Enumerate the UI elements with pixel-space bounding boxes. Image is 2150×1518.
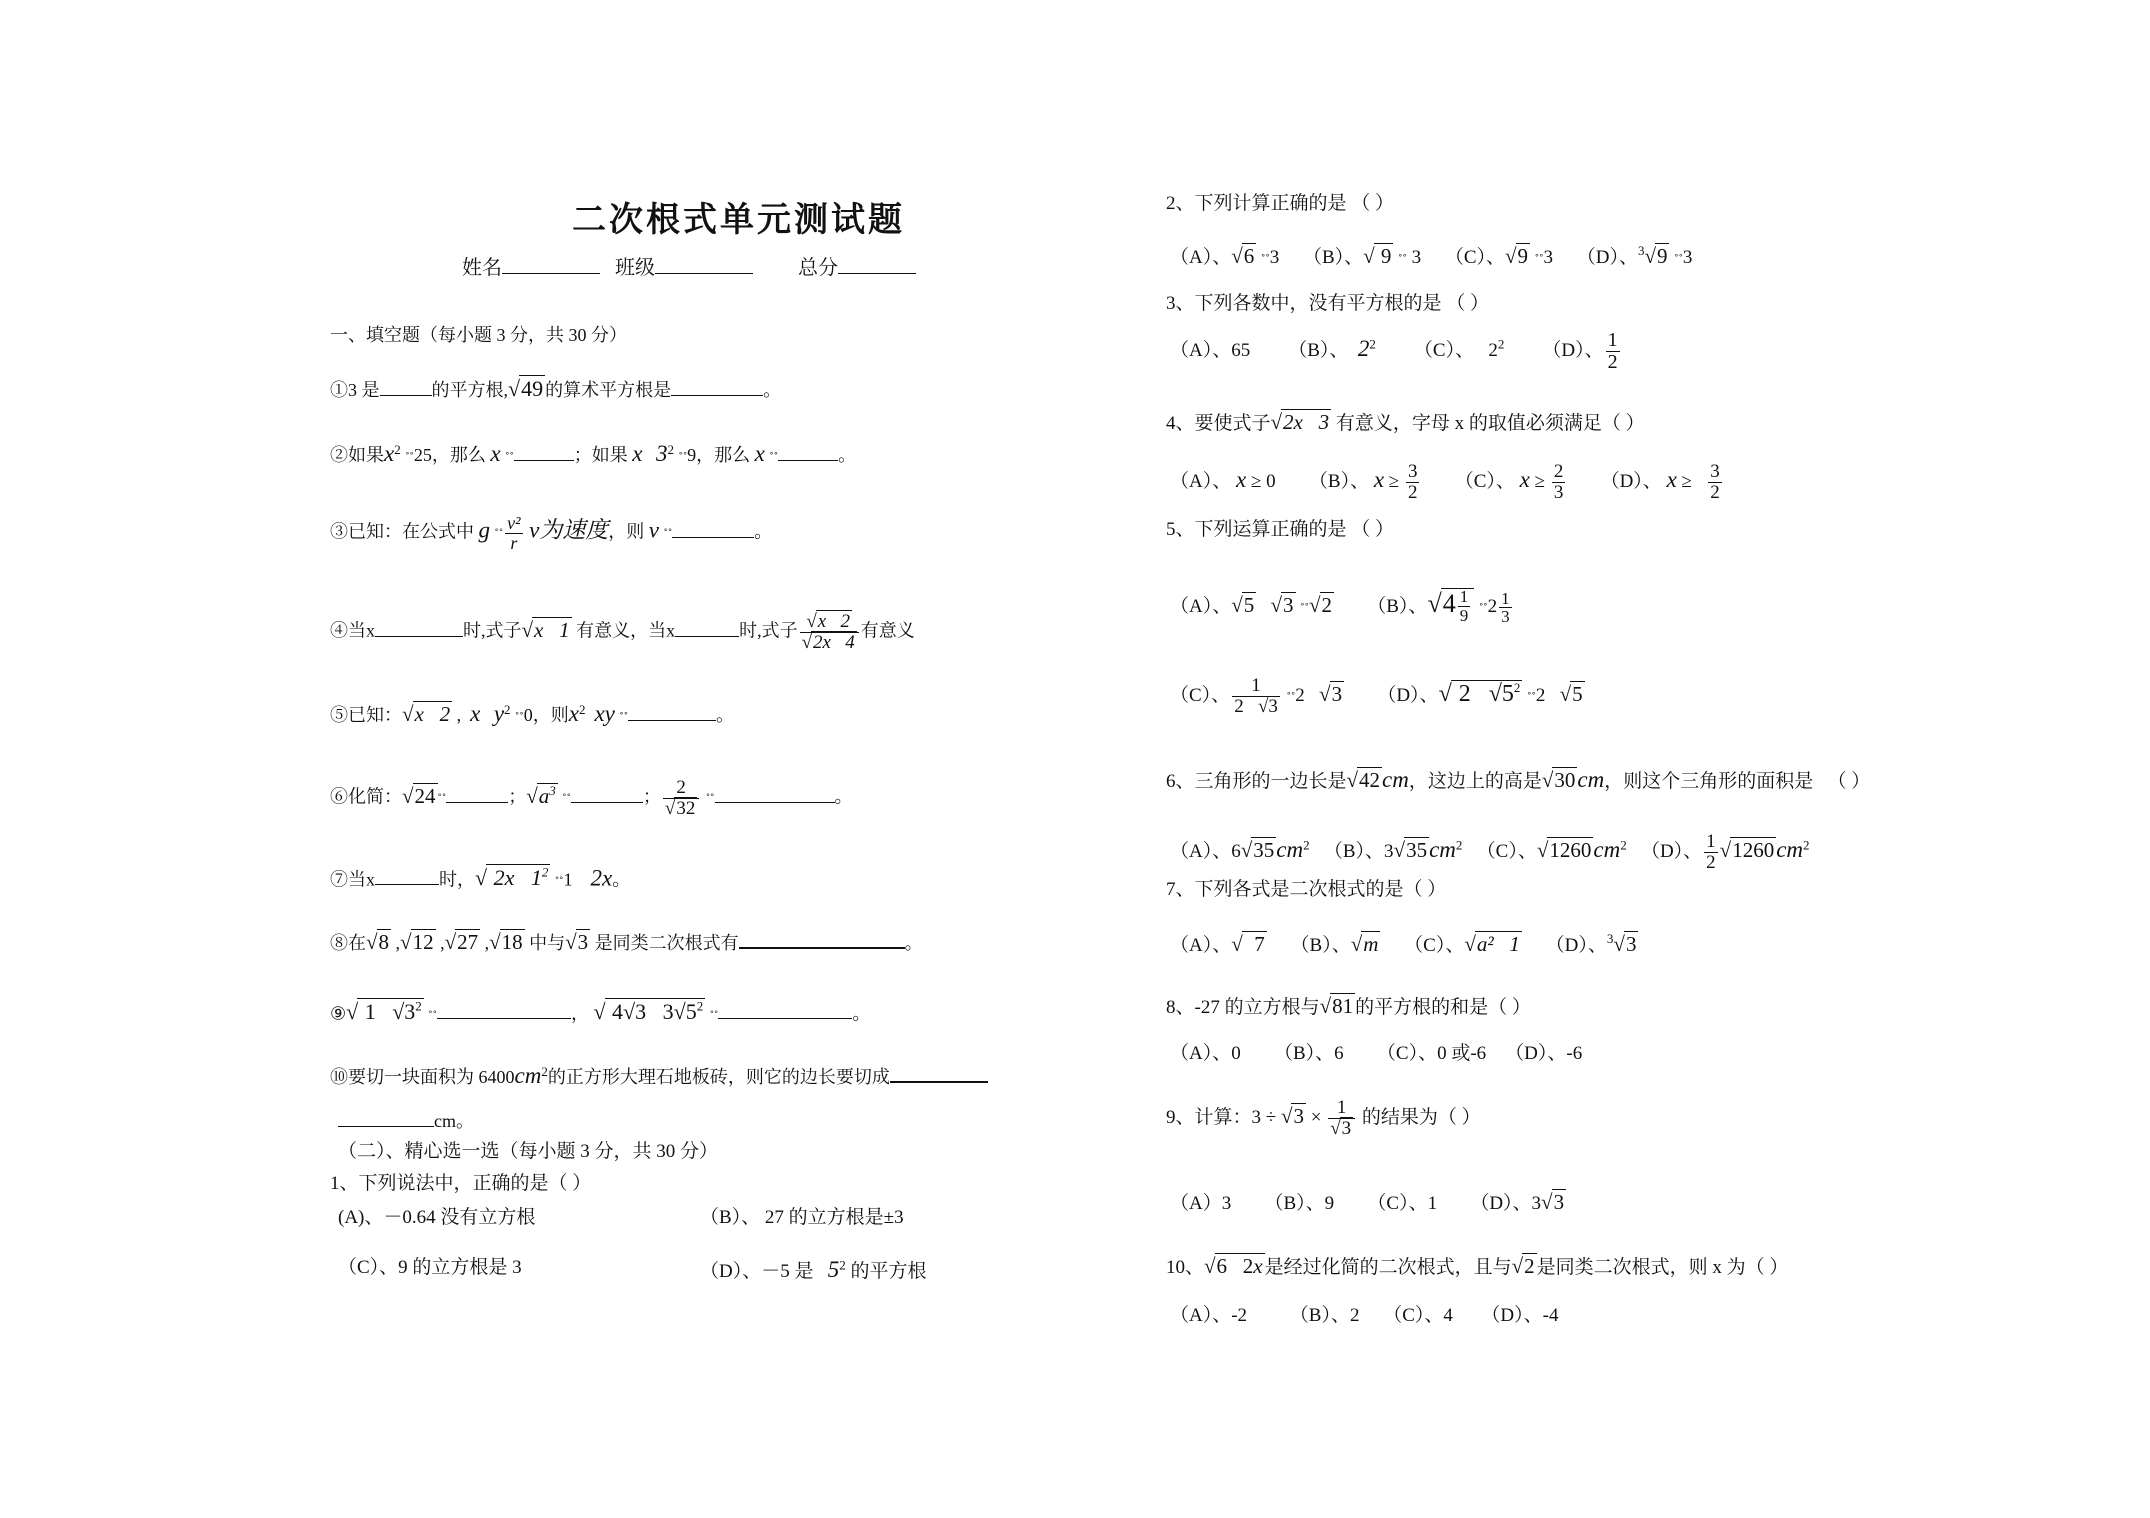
option-d[interactable]: （D）、$^3$√3 bbox=[1545, 931, 1637, 956]
option-b[interactable]: （B）、√m bbox=[1290, 932, 1379, 956]
blank[interactable] bbox=[675, 636, 739, 637]
blank[interactable] bbox=[672, 537, 754, 538]
r-q9-options: （A）3 （B）、9 （C）、1 （D）、3√3 bbox=[1170, 1190, 1565, 1214]
p1-q9: ⑨√ 1 $√3^2$ ˚˚ ， √ 4√3 $3√5^2$ ˚˚ 。 bbox=[330, 999, 871, 1025]
option-a[interactable]: （A）、$6√35cm^2$ bbox=[1170, 836, 1310, 862]
blank[interactable] bbox=[375, 636, 463, 637]
option-d[interactable]: （D）、$^3$√9 ˚˚3 bbox=[1576, 243, 1693, 268]
blank[interactable] bbox=[571, 802, 643, 803]
blank[interactable] bbox=[437, 1018, 571, 1019]
option-b[interactable]: （B）、$3√35cm^2$ bbox=[1323, 836, 1463, 862]
option-a[interactable]: （A）、 x ≥ 0 bbox=[1170, 466, 1276, 492]
part1-heading: 一、填空题（每小题 3 分，共 30 分） bbox=[330, 325, 627, 345]
option-d[interactable]: （D）、√ 2 $√5^2$ ˚˚2 √5 bbox=[1377, 679, 1583, 707]
option-b[interactable]: （B）、 $2^2$ bbox=[1288, 335, 1376, 361]
blank[interactable] bbox=[715, 802, 835, 803]
blank[interactable] bbox=[739, 947, 905, 949]
r-q7-options bbox=[1170, 932, 1638, 955]
option-b[interactable]: （B）、√ 9 ˚˚ 3 bbox=[1302, 244, 1422, 268]
page-title: 二次根式单元测试题 bbox=[572, 200, 905, 240]
blank[interactable] bbox=[375, 884, 439, 885]
r-q4-stem: 4、要使式子√2x 3 有意义，字母 x 的取值必须满足（ ） bbox=[1166, 410, 1645, 434]
blank[interactable] bbox=[778, 460, 838, 461]
option-d[interactable]: （D）、 $\frac{1}{2}$ $√1260cm^2$ bbox=[1640, 831, 1810, 873]
option-a[interactable]: （A）、√ 7 bbox=[1170, 932, 1265, 956]
p1-q6: ⑥化简：√24 ˚˚ ；$√a^3$ ˚˚ ； $\frac{2}{√32}$ ˚˚ 。 bbox=[330, 777, 853, 819]
r-q6-stem: 6、三角形的一边长是√42cm，这边上的高是√30cm，则这个三角形的面积是 （ ） bbox=[1166, 767, 1871, 792]
p2-q1-stem: 1、下列说法中，正确的是（ ） bbox=[330, 1173, 592, 1194]
p1-q5: ⑤已知：√x 2 , x $y^2$ ˚˚0，则$x^2$ xy ˚˚ 。 bbox=[330, 701, 735, 726]
p1-q10: ⑩要切一块面积为 $6400cm^2$的正方形大理石地板砖，则它的边长要切成 bbox=[330, 1064, 988, 1087]
p2-q1-option-c[interactable]: （C）、9 的立方根是 3 bbox=[338, 1257, 522, 1278]
r-q7-stem: 7、下列各式是二次根式的是（ ） bbox=[1166, 879, 1447, 900]
option-a[interactable]: （A）、65 bbox=[1170, 339, 1251, 361]
blank[interactable] bbox=[514, 460, 574, 461]
option-d[interactable]: （D）、 x ≥ $\frac{3}{2}$ bbox=[1600, 461, 1720, 503]
option-b[interactable]: （B）、√4 $\frac{1}{9}$ ˚˚2 $\frac{1}{3}$ bbox=[1367, 587, 1510, 627]
sqrt-expression: √49 bbox=[508, 376, 544, 401]
r-q6-options bbox=[1170, 832, 1810, 873]
p1-q1: ①3 是 的平方根,√49 的算术平方根是 。 bbox=[330, 376, 782, 401]
p1-q4: ④当x 时,式子√x 1 有意义，当x 时,式子 $\frac{√x 2}{√2x 4}$ 有意义 bbox=[330, 611, 915, 653]
blank[interactable] bbox=[628, 720, 716, 721]
score-field[interactable] bbox=[838, 273, 916, 274]
r-q3-options bbox=[1170, 330, 1622, 373]
r-q10-stem: 10、√6 2x 是经过化简的二次根式，且与√2 是同类二次根式，则 x 为（ ） bbox=[1166, 1254, 1789, 1278]
r-q5-stem: 5、下列运算正确的是 （ ） bbox=[1166, 519, 1395, 540]
blank[interactable] bbox=[890, 1081, 988, 1083]
part2-heading: （二）、精心选一选（每小题 3 分，共 30 分） bbox=[338, 1141, 719, 1162]
p1-q10-cont: cm。 bbox=[338, 1112, 474, 1130]
r-q2-stem: 2、下列计算正确的是 （ ） bbox=[1166, 193, 1395, 214]
r-q8-stem: 8、-27 的立方根与√81 的平方根的和是（ ） bbox=[1166, 994, 1531, 1018]
option-a[interactable]: （A）、√5 √3 ˚˚√2 bbox=[1170, 593, 1332, 618]
option-c[interactable]: （C）、$√1260cm^2$ bbox=[1476, 836, 1627, 862]
r-q2-options bbox=[1170, 244, 1692, 267]
option-c[interactable]: （C）、√9 ˚˚3 bbox=[1444, 244, 1553, 268]
class-field[interactable] bbox=[655, 273, 753, 274]
blank[interactable] bbox=[671, 395, 763, 396]
option-c[interactable]: （C）、√a² 1 bbox=[1404, 932, 1520, 956]
blank[interactable] bbox=[446, 802, 508, 803]
r-q3-stem: 3、下列各数中，没有平方根的是 （ ） bbox=[1166, 293, 1490, 314]
r-q8-options[interactable]: （A）、0 （B）、6 （C）、0 或-6 （D）、-6 bbox=[1170, 1043, 1583, 1064]
blank[interactable] bbox=[338, 1126, 434, 1127]
p1-q3: ③已知：在公式中 g ˚˚ $\frac{\text{v²}}{r}$ v为速度，则 v ˚˚ 。 bbox=[330, 513, 773, 553]
r-q4-options bbox=[1170, 462, 1724, 503]
p1-q2: ②如果$x^2$ ˚˚25，那么 x ˚˚ ；如果 x $3^2$ ˚˚9，那么 x ˚˚ 。 bbox=[330, 441, 857, 466]
score-label: 总分 bbox=[798, 257, 838, 279]
option-b[interactable]: （B）、 x ≥ $\frac{3}{2}$ bbox=[1308, 461, 1418, 503]
r-q5-options-cd bbox=[1170, 676, 1585, 717]
option-c[interactable]: （C）、 $2^2$ bbox=[1413, 336, 1505, 361]
option-a[interactable]: （A）、√6 ˚˚3 bbox=[1170, 244, 1280, 268]
blank[interactable] bbox=[718, 1018, 852, 1019]
p2-q1-option-d[interactable]: （D）、－5 是 $5^2$ 的平方根 bbox=[700, 1257, 927, 1282]
p2-q1-option-a[interactable]: (A)、－0.64 没有立方根 bbox=[338, 1207, 536, 1228]
p1-q8: ⑧在√8 ,√12 ,√27 ,√18 中与√3 是同类二次根式有 。 bbox=[330, 930, 923, 954]
option-d[interactable]: （D）、 $\frac{1}{2}$ bbox=[1542, 329, 1618, 373]
r-q9-stem: 9、计算：3 ÷ √3 × $\frac{1}{√3}$ 的结果为（ ） bbox=[1166, 1097, 1481, 1139]
q9-option-list[interactable]: （A）3 （B）、9 （C）、1 （D）、 bbox=[1170, 1193, 1532, 1214]
name-field[interactable] bbox=[502, 273, 600, 274]
r-q10-options[interactable]: （A）、-2 （B）、2 （C）、4 （D）、-4 bbox=[1170, 1305, 1559, 1326]
p1-q7: ⑦当x 时，√ 2x $1^2$ ˚˚1 2x。 bbox=[330, 865, 631, 891]
name-label: 姓名 bbox=[462, 257, 502, 279]
option-c[interactable]: （C）、 $\frac{1}{2 √3}$ ˚˚2 √3 bbox=[1170, 675, 1343, 717]
class-label: 班级 bbox=[615, 257, 655, 279]
p2-q1-option-b[interactable]: （B）、 27 的立方根是±3 bbox=[700, 1207, 904, 1228]
r-q5-options-ab bbox=[1170, 588, 1514, 626]
blank[interactable] bbox=[380, 395, 432, 396]
option-c[interactable]: （C）、 x ≥ $\frac{2}{3}$ bbox=[1454, 461, 1564, 503]
student-info-row bbox=[462, 258, 916, 278]
